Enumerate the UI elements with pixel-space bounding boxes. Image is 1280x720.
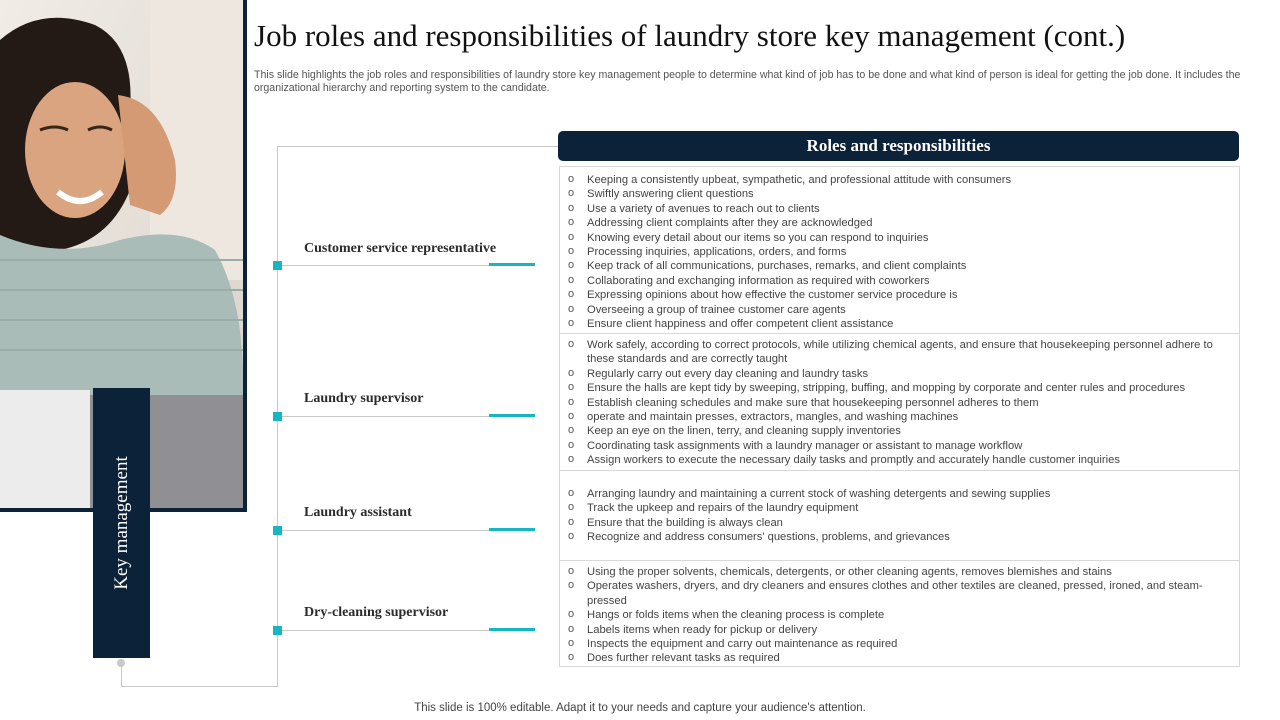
responsibility-item: o Assign workers to execute the necessary daily tasks and promptly and accurately handle customer inquiries — [568, 453, 1231, 467]
role-accent — [489, 528, 535, 531]
responsibility-item: o Coordinating task assignments with a laundry manager or assistant to manage workflow — [568, 439, 1231, 453]
responsibility-item: o Collaborating and exchanging information as required with coworkers — [568, 274, 1231, 288]
responsibility-item: o Addressing client complaints after they are acknowledged — [568, 216, 1231, 230]
role-accent — [489, 263, 535, 266]
responsibility-item: o Inspects the equipment and carry out maintenance as required — [568, 637, 1231, 651]
responsibility-list — [568, 338, 1231, 468]
responsibility-item: o Work safely, according to correct protocols, while utilizing chemical agents, and ensure that housekeeping personnel adhere to these standards and are correctly taught — [568, 338, 1231, 367]
responsibility-item: o Processing inquiries, applications, orders, and forms — [568, 245, 1231, 259]
footer-note: This slide is 100% editable. Adapt it to your needs and capture your audience's attention. — [414, 702, 866, 714]
responsibilities-section — [560, 560, 1239, 666]
role-accent — [489, 628, 535, 631]
key-management-box — [93, 388, 150, 658]
role-marker — [273, 626, 282, 635]
responsibility-list — [568, 487, 1231, 545]
responsibility-item: o Overseeing a group of trainee customer care agents — [568, 303, 1231, 317]
hierarchy-bottom-line — [121, 686, 278, 687]
responsibility-item: o Ensure client happiness and offer competent client assistance — [568, 317, 1231, 331]
responsibility-item: o Arranging laundry and maintaining a current stock of washing detergents and sewing supplies — [568, 487, 1231, 501]
responsibilities-section — [560, 470, 1239, 560]
responsibility-item: o Does further relevant tasks as required — [568, 651, 1231, 665]
responsibilities-panel — [559, 166, 1240, 667]
role-dry-cleaning-supervisor: Dry-cleaning supervisor — [304, 605, 449, 620]
responsibility-item: o Swiftly answering client questions — [568, 187, 1231, 201]
role-marker — [273, 261, 282, 270]
responsibility-item: o Ensure the halls are kept tidy by sweeping, stripping, buffing, and mopping by corporate and center rules and procedures — [568, 381, 1231, 395]
role-laundry-supervisor: Laundry supervisor — [304, 391, 424, 406]
responsibility-item: o Keeping a consistently upbeat, sympathetic, and professional attitude with consumers — [568, 173, 1231, 187]
responsibility-item: o Use a variety of avenues to reach out to clients — [568, 202, 1231, 216]
role-accent — [489, 414, 535, 417]
responsibility-list — [568, 565, 1231, 666]
responsibilities-section — [560, 167, 1239, 333]
page-title: Job roles and responsibilities of laundry store key management (cont.) — [254, 18, 1126, 53]
responsibility-item: o Operates washers, dryers, and dry cleaners and ensures clothes and other textiles are cleaned, pressed, ironed, and steam-pressed — [568, 579, 1231, 608]
responsibility-item: o Regularly carry out every day cleaning and laundry tasks — [568, 367, 1231, 381]
role-marker — [273, 526, 282, 535]
hierarchy-top-line — [277, 146, 558, 147]
key-management-label: Key management — [110, 456, 132, 590]
responsibility-list — [568, 173, 1231, 331]
responsibility-item: o Keep track of all communications, purchases, remarks, and client complaints — [568, 259, 1231, 273]
responsibility-item: o Hangs or folds items when the cleaning process is complete — [568, 608, 1231, 622]
responsibility-item: o Track the upkeep and repairs of the laundry equipment — [568, 501, 1231, 515]
responsibility-item: o Labels items when ready for pickup or delivery — [568, 623, 1231, 637]
responsibility-item: o Recognize and address consumers' questions, problems, and grievances — [568, 530, 1231, 544]
responsibility-item: o Establish cleaning schedules and make sure that housekeeping personnel adheres to them — [568, 396, 1231, 410]
responsibility-item: o Expressing opinions about how effective the customer service procedure is — [568, 288, 1231, 302]
page-subtitle: This slide highlights the job roles and responsibilities of laundry store key management people to determine what kind of job has to be done and what kind of person is ideal for getting the job done. It includes the organizational hierarchy and reporting system to the candidate. — [254, 69, 1241, 94]
responsibility-item: o operate and maintain presses, extractors, mangles, and washing machines — [568, 410, 1231, 424]
roles-header: Roles and responsibilities — [558, 131, 1239, 161]
responsibility-item: o Ensure that the building is always clean — [568, 516, 1231, 530]
hierarchy-endpoint — [117, 659, 125, 667]
responsibility-item: o Using the proper solvents, chemicals, detergents, or other cleaning agents, removes blemishes and stains — [568, 565, 1231, 579]
role-customer-service-representative: Customer service representative — [304, 241, 497, 256]
responsibility-item: o Knowing every detail about our items so you can respond to inquiries — [568, 231, 1231, 245]
role-laundry-assistant: Laundry assistant — [304, 505, 412, 520]
responsibilities-section — [560, 333, 1239, 470]
responsibility-item: o Keep an eye on the linen, terry, and cleaning supply inventories — [568, 424, 1231, 438]
role-marker — [273, 412, 282, 421]
